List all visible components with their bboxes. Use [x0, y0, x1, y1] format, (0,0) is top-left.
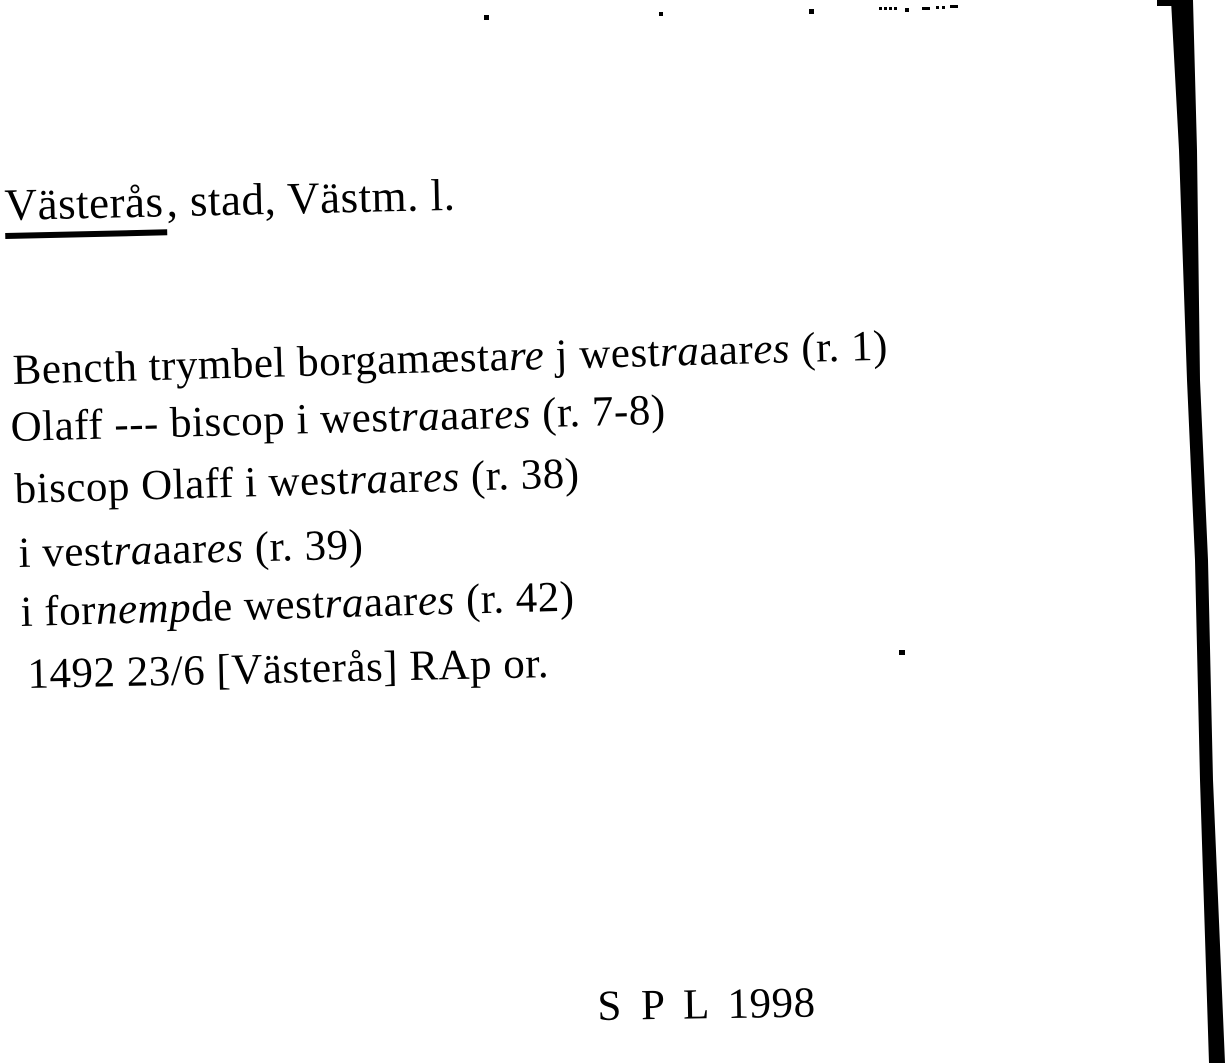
text-segment: es: [422, 453, 461, 502]
text-segment: i vest: [18, 527, 115, 577]
text-segment: ra: [112, 526, 154, 575]
text-segment: (r. 1): [789, 322, 889, 373]
entry-line: [14, 450, 580, 513]
text-segment: re: [508, 332, 545, 381]
scan-speck-dot: [484, 15, 489, 20]
scan-speck-dot: [936, 6, 939, 9]
scan-speck-dot: [879, 7, 882, 10]
text-segment: ar: [387, 454, 424, 503]
date-reference-line: [27, 640, 549, 698]
headword-place-name: Västerås: [4, 177, 167, 238]
scan-speck-dot: [905, 8, 909, 12]
text-segment: aar: [152, 525, 208, 574]
scan-speck-dot: [659, 12, 663, 16]
text-segment: nemp: [95, 584, 192, 634]
scan-speck-dot: [884, 7, 887, 10]
entry-line: [12, 323, 888, 395]
scan-speck-dash: [950, 5, 958, 8]
heading-line: [4, 171, 456, 239]
text-segment: aar: [698, 326, 754, 375]
text-segment: ra: [659, 327, 700, 376]
entry-line: [10, 387, 666, 451]
text-segment: (r. 38): [459, 450, 581, 501]
text-segment: Olaff --- biscop i west: [10, 393, 402, 451]
spl-year-stamp: S P L 1998: [597, 979, 816, 1030]
text-segment: es: [417, 576, 456, 625]
text-segment: Bencth trymbel borgamæsta: [12, 333, 510, 394]
scan-speck-dot: [899, 650, 905, 655]
text-segment: biscop Olaff i west: [14, 456, 350, 513]
scan-speck-dash: [922, 7, 930, 10]
text-segment: j west: [543, 328, 661, 380]
entry-line: [20, 574, 575, 637]
scan-speck-dot: [894, 7, 897, 10]
text-segment: ra: [324, 579, 365, 628]
heading-descriptor: , stad, Västm. l.: [165, 169, 456, 227]
text-segment: es: [206, 524, 245, 573]
text-segment: aar: [363, 577, 419, 627]
text-segment: es: [493, 390, 532, 439]
text-segment: de west: [190, 580, 326, 632]
text-segment: ra: [348, 455, 390, 504]
text-segment: (r. 39): [242, 521, 364, 572]
text-segment: ra: [400, 392, 441, 441]
entry-line: [18, 522, 364, 578]
scan-speck-dot: [809, 9, 814, 14]
text-segment: (r. 7-8): [530, 386, 667, 438]
scan-speck-dot: [889, 7, 892, 10]
text-segment: i for: [20, 586, 97, 636]
text-segment: (r. 42): [454, 573, 576, 624]
scan-speck-dot: [942, 6, 945, 9]
text-segment: aar: [439, 391, 495, 440]
text-segment: es: [752, 325, 791, 374]
text-segment: 1492 23/6 [Västerås] RAp or.: [27, 640, 550, 698]
